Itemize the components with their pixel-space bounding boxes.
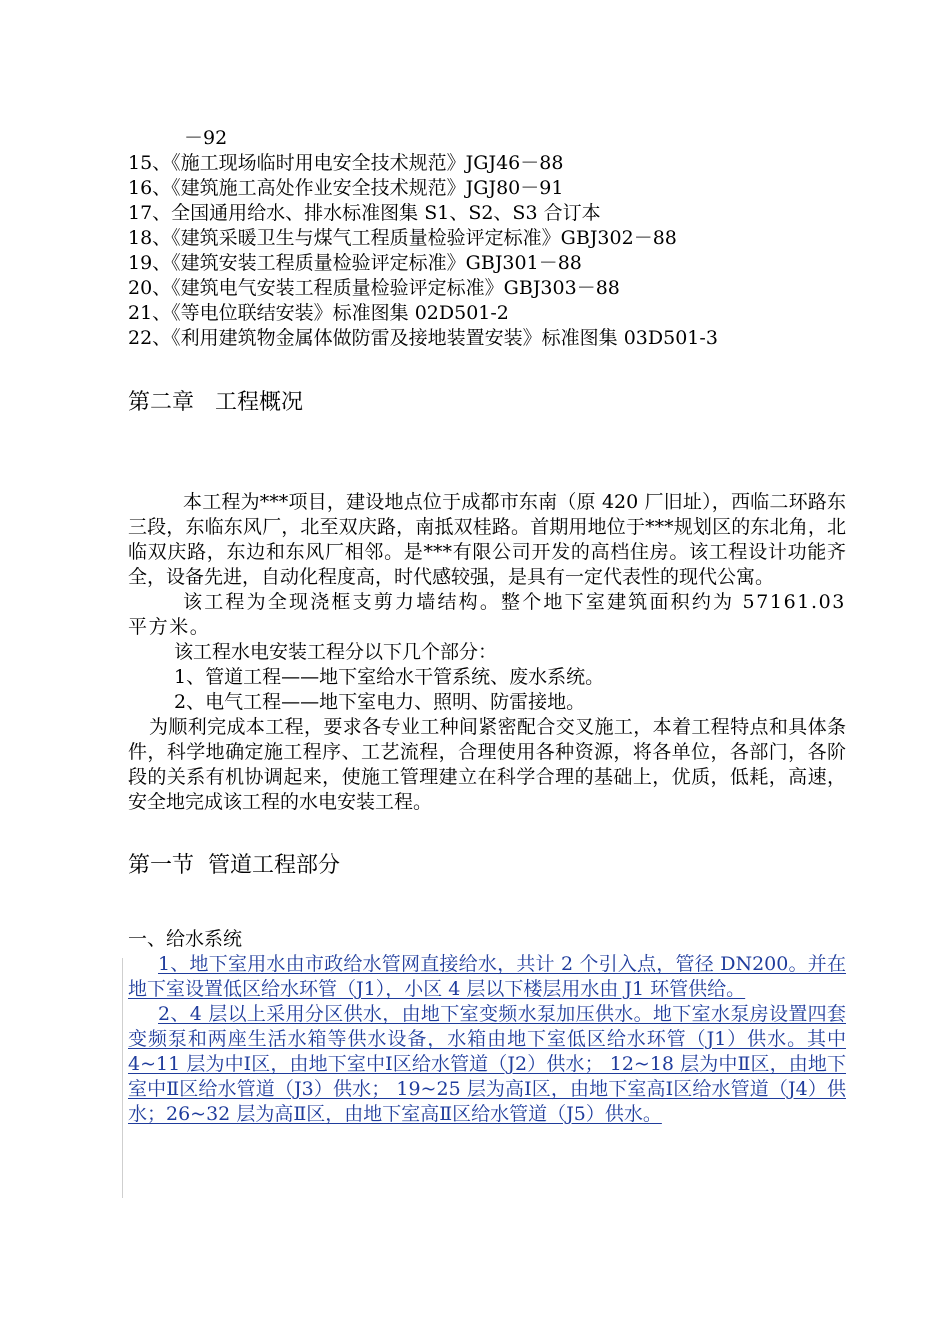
reference-list: [128, 151, 846, 351]
parts-item-electric: 2、电气工程——地下室电力、照明、防雷接地。: [174, 691, 586, 713]
overview-paragraph: 本工程为***项目，建设地点位于成都市东南（原 420 厂旧址），西临二环路东三段，东临东风厂，北至双庆路，南抵双桂路。首期用地位于***规划区的东北角，北临双庆路，东边和东风厂相邻。是***有限公司开发的高档住房。该工程设计功能齐全，设备先进，自动化程度高，时代感较强，是具有一定代表性的现代公寓。: [128, 491, 846, 588]
reference-item: 22、《利用建筑物金属体做防雷及接地装置安装》标准图集 03D501-3: [128, 327, 718, 349]
parts-item-pipe: 1、管道工程——地下室给水干管系统、废水系统。: [174, 666, 605, 688]
parts-intro: 该工程水电安装工程分以下几个部分：: [174, 641, 498, 663]
structure-paragraph: 该工程为全现浇框支剪力墙结构。整个地下室建筑面积约为 57161.03 平方米。: [128, 591, 846, 638]
reference-continuation: －92: [184, 127, 228, 149]
water-supply-title: 一、给水系统: [128, 928, 243, 950]
reference-item: 21、《等电位联结安装》标准图集 02D501-2: [128, 302, 509, 324]
reference-item: 17、全国通用给水、排水标准图集 S1、S2、S3 合订本: [128, 202, 601, 224]
section-title: 第一节 管道工程部分: [128, 853, 340, 878]
water-supply-paragraph-1[interactable]: 1、地下室用水由市政给水管网直接给水，共计 2 个引入点，管径 DN200。并在地下室设置低区给水环管（J1），小区 4 层以下楼层用水由 J1 环管供给。: [128, 953, 846, 1000]
reference-item: 19、《建筑安装工程质量检验评定标准》GBJ301－88: [128, 252, 582, 274]
reference-item: 16、《建筑施工高处作业安全技术规范》JGJ80－91: [128, 177, 564, 199]
reference-item: 18、《建筑采暖卫生与煤气工程质量检验评定标准》GBJ302－88: [128, 227, 677, 249]
water-supply-paragraph-2[interactable]: 2、4 层以上采用分区供水，由地下室变频水泵加压供水。地下室水泵房设置四套变频泵和两座生活水箱等供水设备，水箱由地下室低区给水环管（J1）供水。其中 4~11 层为中Ⅰ区，由地下室中Ⅰ区给水管道（J2）供水； 12~18 层为中Ⅱ区，由地下室中Ⅱ区给水管道（J3）供水； 19~25 层为高Ⅰ区，由地下室高Ⅰ区给水管道（J4）供水；26~32 层为高Ⅱ区，由地下室高Ⅱ区给水管道（J5）供水。: [128, 1003, 846, 1125]
chapter-title: 第二章 工程概况: [128, 390, 303, 415]
document-body: [128, 126, 846, 1127]
reference-item: 15、《施工现场临时用电安全技术规范》JGJ46－88: [128, 152, 564, 174]
water-supply-section: [128, 927, 846, 1127]
revision-bar: [122, 958, 123, 1198]
goal-paragraph: 为顺利完成本工程，要求各专业工种间紧密配合交叉施工，本着工程特点和具体条件，科学地确定施工程序、工艺流程，合理使用各种资源，将各单位，各部门，各阶段的关系有机协调起来，使施工管理建立在科学合理的基础上，优质，低耗，高速，安全地完成该工程的水电安装工程。: [128, 716, 846, 813]
overview-section: [128, 490, 846, 815]
reference-item: 20、《建筑电气安装工程质量检验评定标准》GBJ303－88: [128, 277, 620, 299]
